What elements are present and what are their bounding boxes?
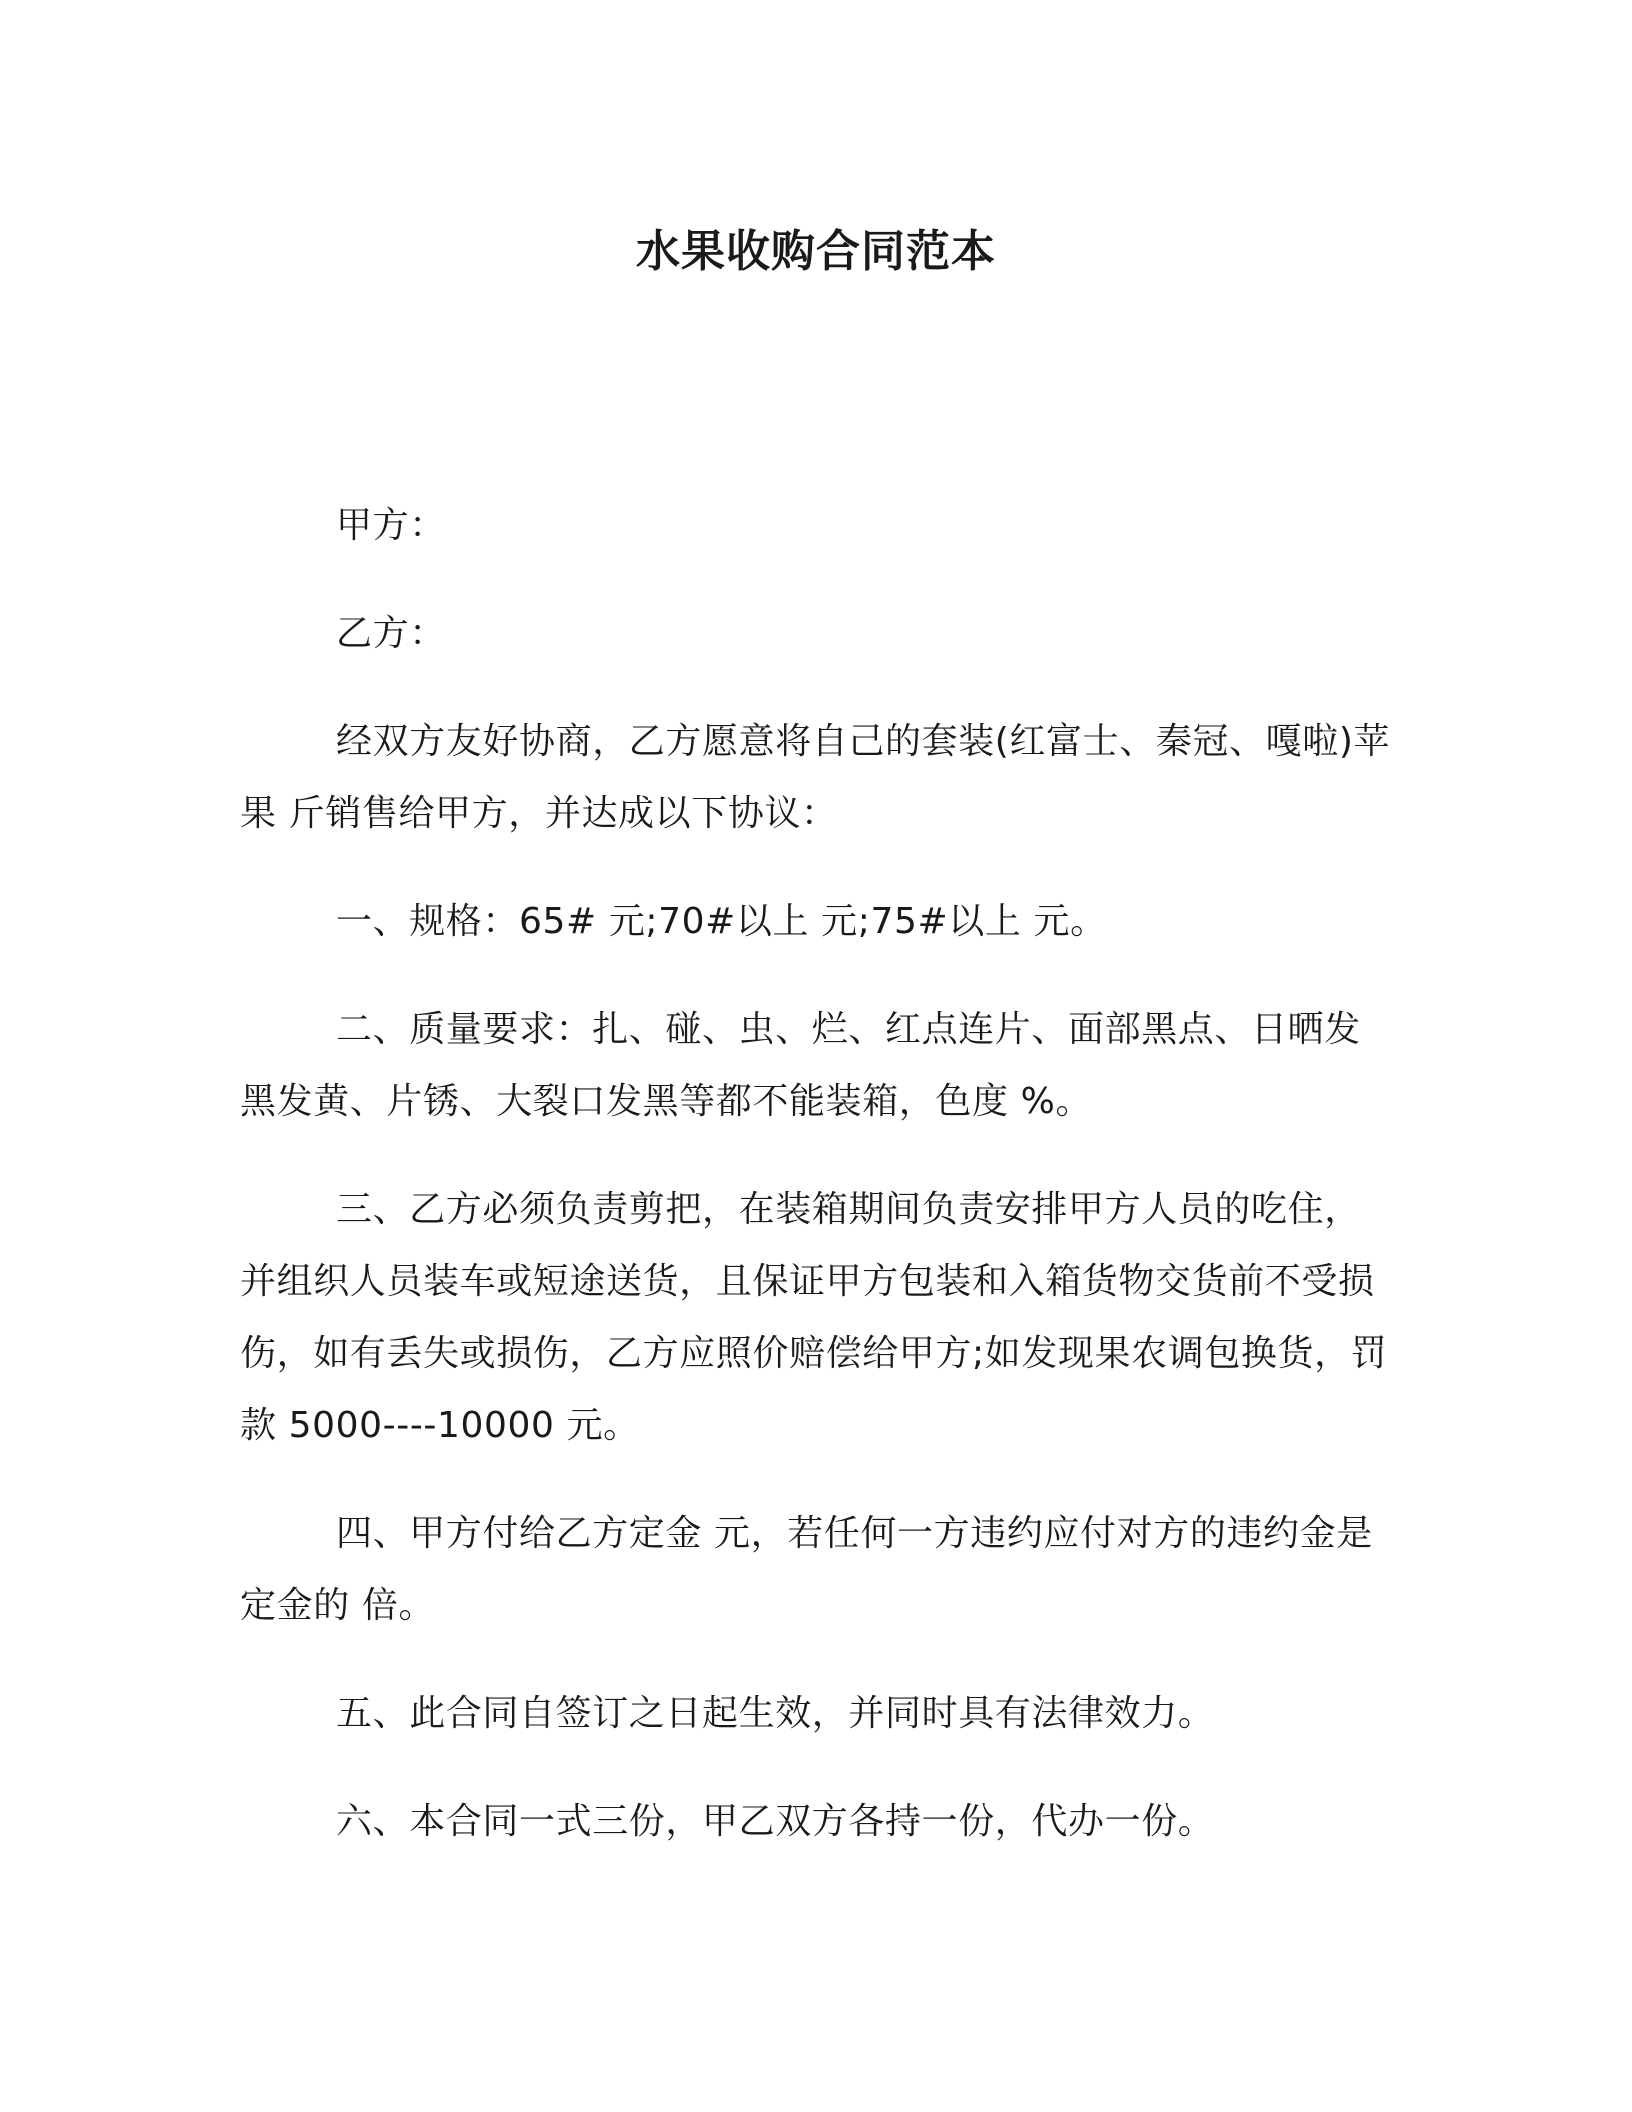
clause-3-responsibilities: 三、乙方必须负责剪把，在装箱期间负责安排甲方人员的吃住，并组织人员装车或短途送货，且保证甲方包装和入箱货物交货前不受损伤，如有丢失或损伤，乙方应照价赔偿给甲方;如发现果农调包换货，罚款 5000----10000 元。 [240,1189,1388,1446]
party-a-line: 甲方： [336,505,446,546]
clause-6-copies: 六、本合同一式三份，甲乙双方各持一份，代办一份。 [336,1801,1215,1842]
preamble-paragraph: 经双方友好协商，乙方愿意将自己的套装(红富士、秦冠、嘎啦)苹果 斤销售给甲方，并达成以下协议： [240,721,1391,834]
clause-4-deposit: 四、甲方付给乙方定金 元，若任何一方违约应付对方的违约金是定金的 倍。 [240,1513,1373,1626]
party-b-line: 乙方： [336,613,446,654]
clause-2-quality: 二、质量要求：扎、碰、虫、烂、红点连片、面部黑点、日晒发黑发黄、片锈、大裂口发黑等都不能装箱，色度 %。 [240,1009,1361,1122]
clause-1-specification: 一、规格：65# 元;70#以上 元;75#以上 元。 [336,901,1107,942]
document-title: 水果收购合同范本 [636,226,996,277]
clause-5-effective: 五、此合同自签订之日起生效，并同时具有法律效力。 [336,1693,1215,1734]
document-body [240,490,1392,1894]
